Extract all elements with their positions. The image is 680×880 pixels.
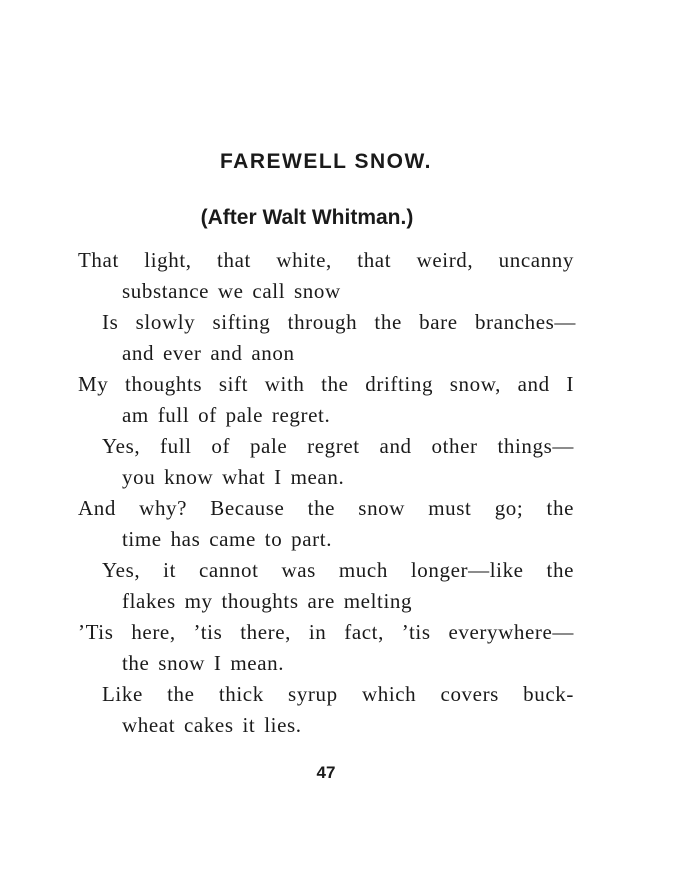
- poem-subtitle: (After Walt Whitman.): [200, 206, 414, 229]
- poem-line: That light, that white, that weird, uncanny: [78, 248, 574, 272]
- poem-line: ’Tis here, ’tis there, in fact, ’tis everywhere—: [78, 620, 574, 644]
- poem-line: Is slowly sifting through the bare branches—: [102, 310, 576, 334]
- poem-line: Like the thick syrup which covers buck-: [102, 682, 574, 706]
- page-number: 47: [316, 763, 336, 782]
- poem-line: wheat cakes it lies.: [122, 713, 302, 737]
- poem-line: flakes my thoughts are melting: [122, 589, 413, 613]
- poem-line: And why? Because the snow must go; the: [78, 496, 574, 520]
- poem-line: My thoughts sift with the drifting snow, and I: [78, 372, 574, 396]
- poem-line: and ever and anon: [122, 341, 295, 365]
- poem-line: the snow I mean.: [122, 651, 285, 675]
- poem-line: time has came to part.: [122, 527, 333, 551]
- poem-line: am full of pale regret.: [122, 403, 331, 427]
- poem-line: Yes, full of pale regret and other things—: [102, 434, 574, 458]
- poem-line: you know what I mean.: [122, 465, 345, 489]
- poem-title: FAREWELL SNOW.: [220, 150, 432, 173]
- poem-line: substance we call snow: [122, 279, 341, 303]
- poem-line: Yes, it cannot was much longer—like the: [102, 558, 574, 582]
